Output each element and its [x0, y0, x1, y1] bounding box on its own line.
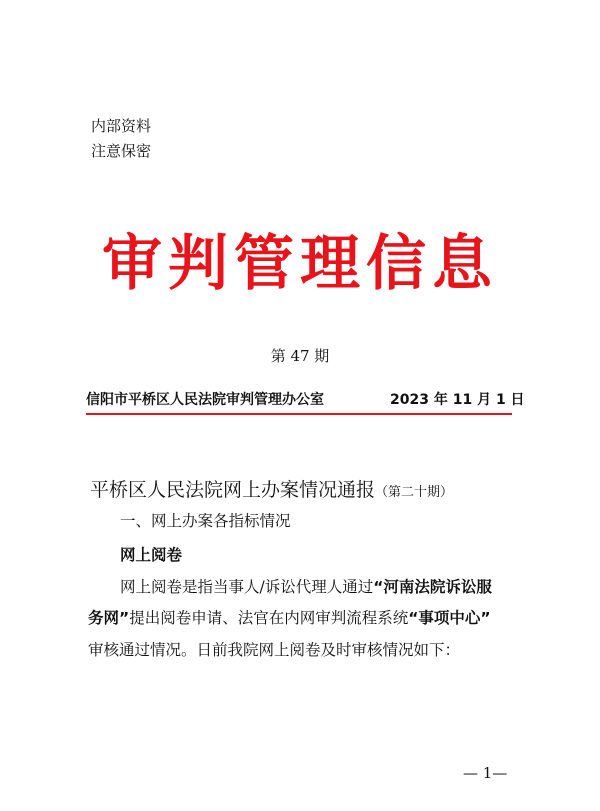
paragraph-bold-text: “事项中心” — [408, 609, 491, 627]
paragraph-bold-text: “河南法院诉讼服 — [373, 578, 492, 596]
paragraph-line-2 — [88, 608, 491, 628]
red-divider-line — [86, 413, 512, 415]
confidential-label-line2: 注意保密 — [91, 142, 152, 160]
paragraph-text: 网上阅卷是指当事人/诉讼代理人通过 — [120, 578, 374, 596]
document-title — [90, 478, 453, 505]
paragraph-text: 提出阅卷申请、法官在内网审判流程系统 — [129, 609, 409, 627]
subsection-heading: 网上阅卷 — [120, 546, 183, 564]
issuer-name: 信阳市平桥区人民法院审判管理办公室 — [86, 392, 324, 408]
paragraph-line-1 — [120, 577, 492, 597]
confidential-label-line1: 内部资料 — [91, 117, 152, 135]
document-title-sub: （第二十期） — [375, 485, 454, 500]
issue-date: 2023 年 11 月 1 日 — [390, 392, 525, 408]
issue-number: 第 47 期 — [270, 347, 330, 365]
page-number: — 1— — [463, 764, 508, 782]
masthead-title: 审判管理信息 — [102, 229, 498, 299]
section-heading-1: 一、网上办案各指标情况 — [120, 512, 291, 530]
paragraph-bold-text: 务网” — [88, 609, 130, 627]
issuer-row — [86, 389, 525, 409]
document-title-main: 平桥区人民法院网上办案情况通报 — [90, 479, 376, 501]
paragraph-line-3: 审核通过情况。日前我院网上阅卷及时审核情况如下： — [88, 641, 461, 659]
